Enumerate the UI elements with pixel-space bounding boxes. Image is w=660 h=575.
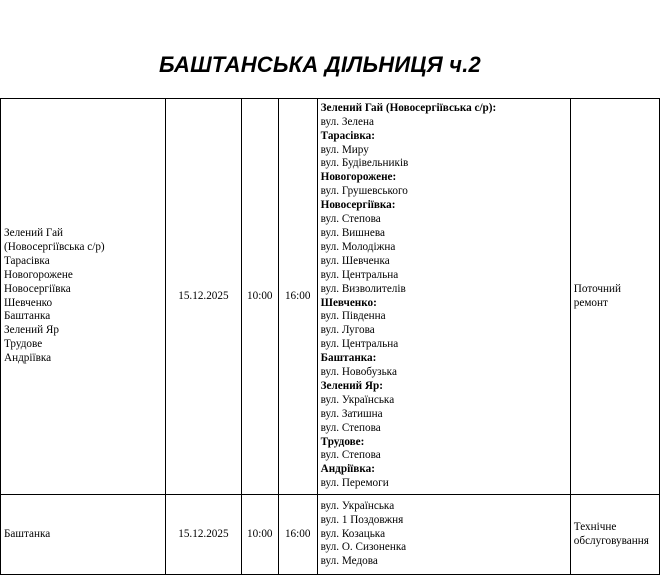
- location-name: Зелений Гай: [4, 226, 64, 239]
- location-name: Андріївка: [4, 352, 52, 365]
- village-heading: Тарасівка:: [320, 129, 375, 142]
- locations-cell: [1, 495, 166, 575]
- end-time-cell: 16:00: [278, 495, 317, 575]
- village-heading: Баштанка:: [320, 352, 377, 365]
- village-heading: Шевченко:: [320, 296, 377, 309]
- street-name: вул. Молодіжна: [320, 240, 396, 253]
- street-name: вул. Зелена: [320, 115, 374, 128]
- street-name: вул. Південна: [320, 310, 386, 323]
- date-cell: 15.12.2025: [166, 495, 242, 575]
- street-name: вул. Центральна: [320, 338, 399, 351]
- page-title: БАШТАНСЬКА ДІЛЬНИЦЯ ч.2: [159, 52, 481, 77]
- table-row: [1, 495, 660, 575]
- table-row: [1, 99, 660, 495]
- start-time-cell: 10:00: [241, 99, 278, 495]
- street-name: вул. Будівельників: [320, 157, 409, 170]
- street-name: вул. Визволителів: [320, 282, 406, 295]
- location-name: Баштанка: [4, 527, 51, 540]
- start-time-cell: 10:00: [241, 495, 278, 575]
- street-name: вул. Степова: [320, 421, 381, 434]
- reason-text: обслуговування: [573, 534, 649, 547]
- village-heading: Трудове:: [320, 435, 365, 448]
- village-heading: Зелений Яр:: [320, 379, 383, 392]
- end-time-cell: 16:00: [278, 99, 317, 495]
- location-name: Новосергіївка: [4, 282, 71, 295]
- street-name: вул. Грушевського: [320, 185, 408, 198]
- street-name: вул. Степова: [320, 213, 381, 226]
- location-name: Зелений Яр: [4, 324, 59, 337]
- reason-cell: [570, 99, 659, 495]
- location-name: Баштанка: [4, 310, 51, 323]
- street-name: вул. Шевченка: [320, 254, 390, 267]
- street-name: вул. Новобузька: [320, 366, 397, 379]
- village-heading: Андріївка:: [320, 463, 375, 476]
- street-name: вул. Українська: [320, 499, 395, 512]
- reason-text: Поточний: [573, 282, 621, 295]
- reason-text: ремонт: [573, 296, 608, 309]
- street-name: вул. Вишнева: [320, 226, 385, 239]
- location-name: (Новосергіївська с/р): [4, 240, 105, 253]
- location-name: Новогорожене: [4, 268, 73, 281]
- location-name: Трудове: [4, 338, 43, 351]
- street-name: вул. 1 Поздовжня: [320, 513, 404, 526]
- street-name: вул. Лугова: [320, 324, 375, 337]
- street-name: вул. Медова: [320, 555, 378, 568]
- location-name: Шевченко: [4, 296, 53, 309]
- street-name: вул. Перемоги: [320, 477, 389, 490]
- street-name: вул. Козацька: [320, 527, 386, 540]
- outage-schedule-table: [0, 98, 660, 575]
- village-heading: Новосергіївка:: [320, 199, 396, 212]
- location-name: Тарасівка: [4, 254, 50, 267]
- streets-cell: [317, 495, 570, 575]
- reason-cell: [570, 495, 659, 575]
- village-heading: Новогорожене:: [320, 171, 397, 184]
- locations-cell: [1, 99, 166, 495]
- date-cell: 15.12.2025: [166, 99, 242, 495]
- street-name: вул. Миру: [320, 143, 369, 156]
- reason-text: Технічне: [573, 520, 617, 533]
- streets-cell: [317, 99, 570, 495]
- street-name: вул. Степова: [320, 449, 381, 462]
- street-name: вул. Затишна: [320, 407, 383, 420]
- street-name: вул. О. Сизоненка: [320, 541, 407, 554]
- street-name: вул. Українська: [320, 393, 395, 406]
- village-heading: Зелений Гай (Новосергіївська с/р):: [320, 101, 497, 114]
- street-name: вул. Центральна: [320, 268, 399, 281]
